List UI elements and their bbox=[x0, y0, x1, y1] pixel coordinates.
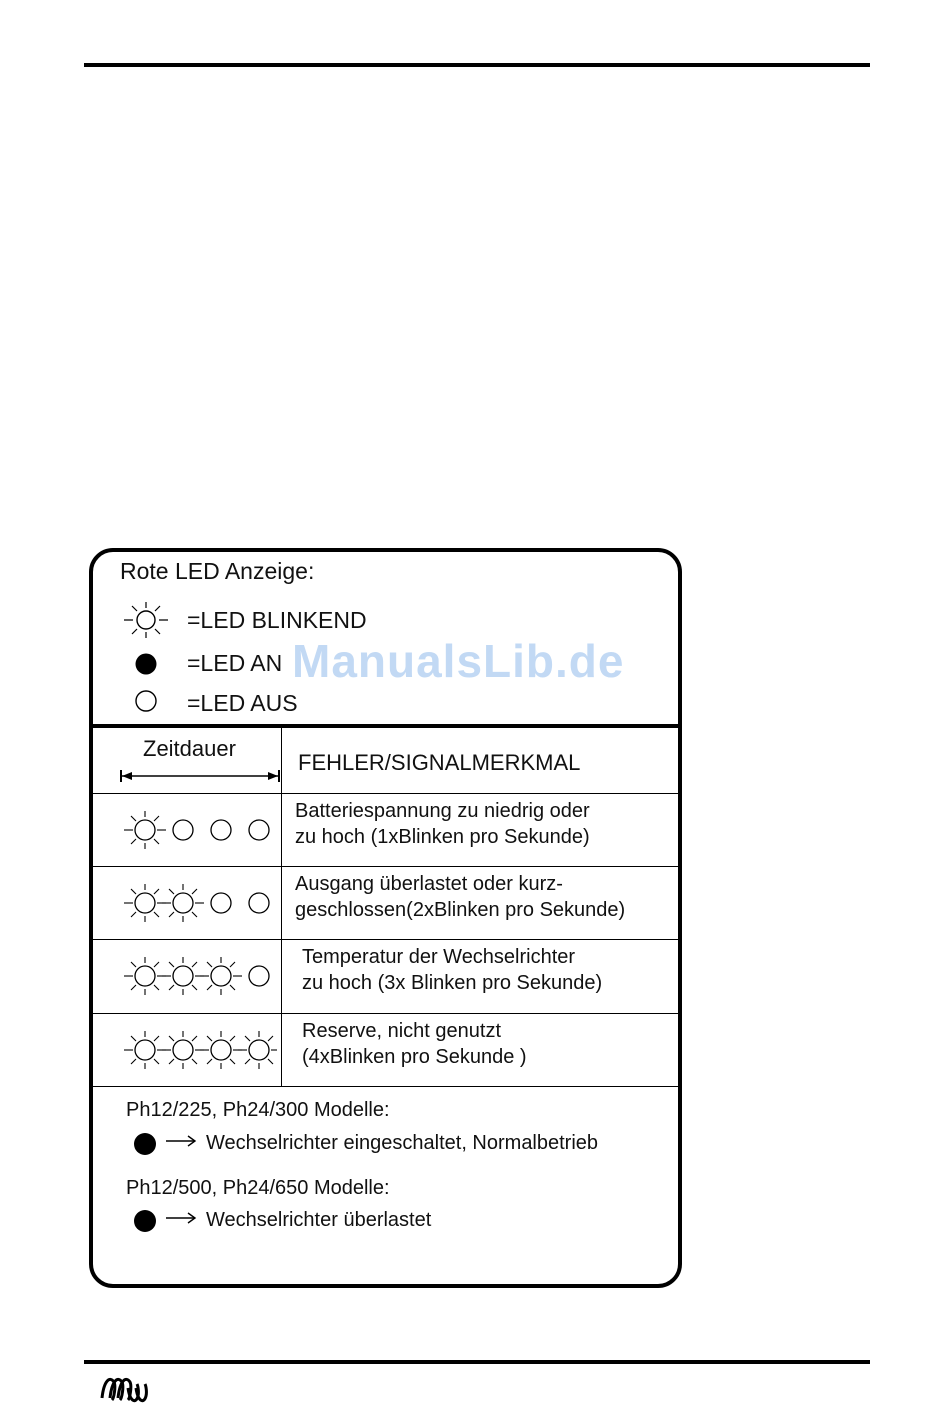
note-text-1: Wechselrichter eingeschaltet, Normalbetrieb bbox=[206, 1132, 599, 1154]
led-blinking-icon bbox=[124, 811, 166, 849]
led-blinking-icon bbox=[124, 1031, 166, 1069]
pattern-row-3 bbox=[117, 954, 277, 1003]
led-blinking-icon bbox=[119, 600, 173, 640]
note-heading-2: Ph12/500, Ph24/650 Modelle: bbox=[126, 1177, 390, 1199]
led-blinking-icon bbox=[162, 884, 204, 922]
led-off-icon bbox=[211, 893, 231, 913]
legend-label-blinking: =LED BLINKEND bbox=[187, 606, 367, 633]
header-signal: FEHLER/SIGNALMERKMAL bbox=[298, 750, 581, 775]
signal-desc-line: Reserve, nicht genutzt bbox=[302, 1020, 501, 1042]
led-blinking-icon bbox=[124, 884, 166, 922]
signal-desc-line: Ausgang überlastet oder kurz- bbox=[295, 873, 563, 895]
led-off-icon bbox=[173, 820, 193, 840]
led-off-icon bbox=[249, 820, 269, 840]
legend-item-on bbox=[119, 643, 282, 683]
signal-desc-line: zu hoch (1xBlinken pro Sekunde) bbox=[295, 826, 590, 848]
led-blinking-icon bbox=[200, 1031, 242, 1069]
row-divider bbox=[93, 793, 678, 794]
led-blinking-icon bbox=[162, 1031, 204, 1069]
led-blinking-icon bbox=[124, 957, 166, 995]
header-duration: Zeitdauer bbox=[143, 736, 236, 761]
row-divider bbox=[93, 1013, 678, 1014]
watermark: ManualsLib.de bbox=[292, 635, 625, 687]
double-arrow-icon bbox=[119, 768, 281, 789]
arrow-right-icon bbox=[164, 1134, 198, 1153]
row-divider bbox=[93, 866, 678, 867]
pattern-row-1 bbox=[117, 808, 277, 857]
column-divider bbox=[281, 728, 282, 1086]
pattern-row-2 bbox=[117, 881, 277, 930]
led-blinking-icon bbox=[238, 1031, 277, 1069]
signal-desc-line: zu hoch (3x Blinken pro Sekunde) bbox=[302, 972, 603, 994]
led-on-icon bbox=[134, 1210, 156, 1232]
led-off-icon bbox=[119, 683, 173, 723]
legend-label-off: =LED AUS bbox=[187, 689, 298, 716]
signal-desc-4 bbox=[302, 1018, 527, 1070]
signal-desc-line: Temperatur der Wechselrichter bbox=[302, 946, 576, 968]
legend-title: Rote LED Anzeige: bbox=[120, 558, 315, 584]
led-off-icon bbox=[249, 966, 269, 986]
legend-label-on: =LED AN bbox=[187, 649, 283, 676]
signal-desc-1 bbox=[295, 798, 590, 850]
led-off-icon bbox=[211, 820, 231, 840]
signal-desc-3 bbox=[302, 944, 602, 996]
note-heading-1: Ph12/225, Ph24/300 Modelle: bbox=[126, 1099, 390, 1121]
victron-logo-icon bbox=[98, 1372, 154, 1411]
led-indicator-panel bbox=[89, 548, 682, 1288]
note-line-1 bbox=[134, 1132, 598, 1155]
signal-desc-line: Batteriespannung zu niedrig oder bbox=[295, 800, 590, 822]
led-off-icon bbox=[249, 893, 269, 913]
top-rule bbox=[84, 63, 870, 67]
pattern-row-4 bbox=[117, 1028, 277, 1077]
signal-desc-line: (4xBlinken pro Sekunde ) bbox=[302, 1046, 527, 1068]
signal-desc-2 bbox=[295, 871, 625, 923]
row-divider bbox=[93, 1086, 678, 1087]
led-on-icon bbox=[134, 1133, 156, 1155]
led-blinking-icon bbox=[200, 957, 242, 995]
legend-divider bbox=[93, 724, 678, 728]
note-text-2: Wechselrichter überlastet bbox=[206, 1209, 432, 1231]
note-line-2 bbox=[134, 1209, 431, 1232]
row-divider bbox=[93, 939, 678, 940]
signal-desc-line: geschlossen(2xBlinken pro Sekunde) bbox=[295, 899, 626, 921]
led-on-icon bbox=[119, 643, 173, 683]
legend-item-off bbox=[119, 683, 298, 723]
bottom-rule bbox=[84, 1360, 870, 1364]
led-blinking-icon bbox=[162, 957, 204, 995]
arrow-right-icon bbox=[164, 1211, 198, 1230]
